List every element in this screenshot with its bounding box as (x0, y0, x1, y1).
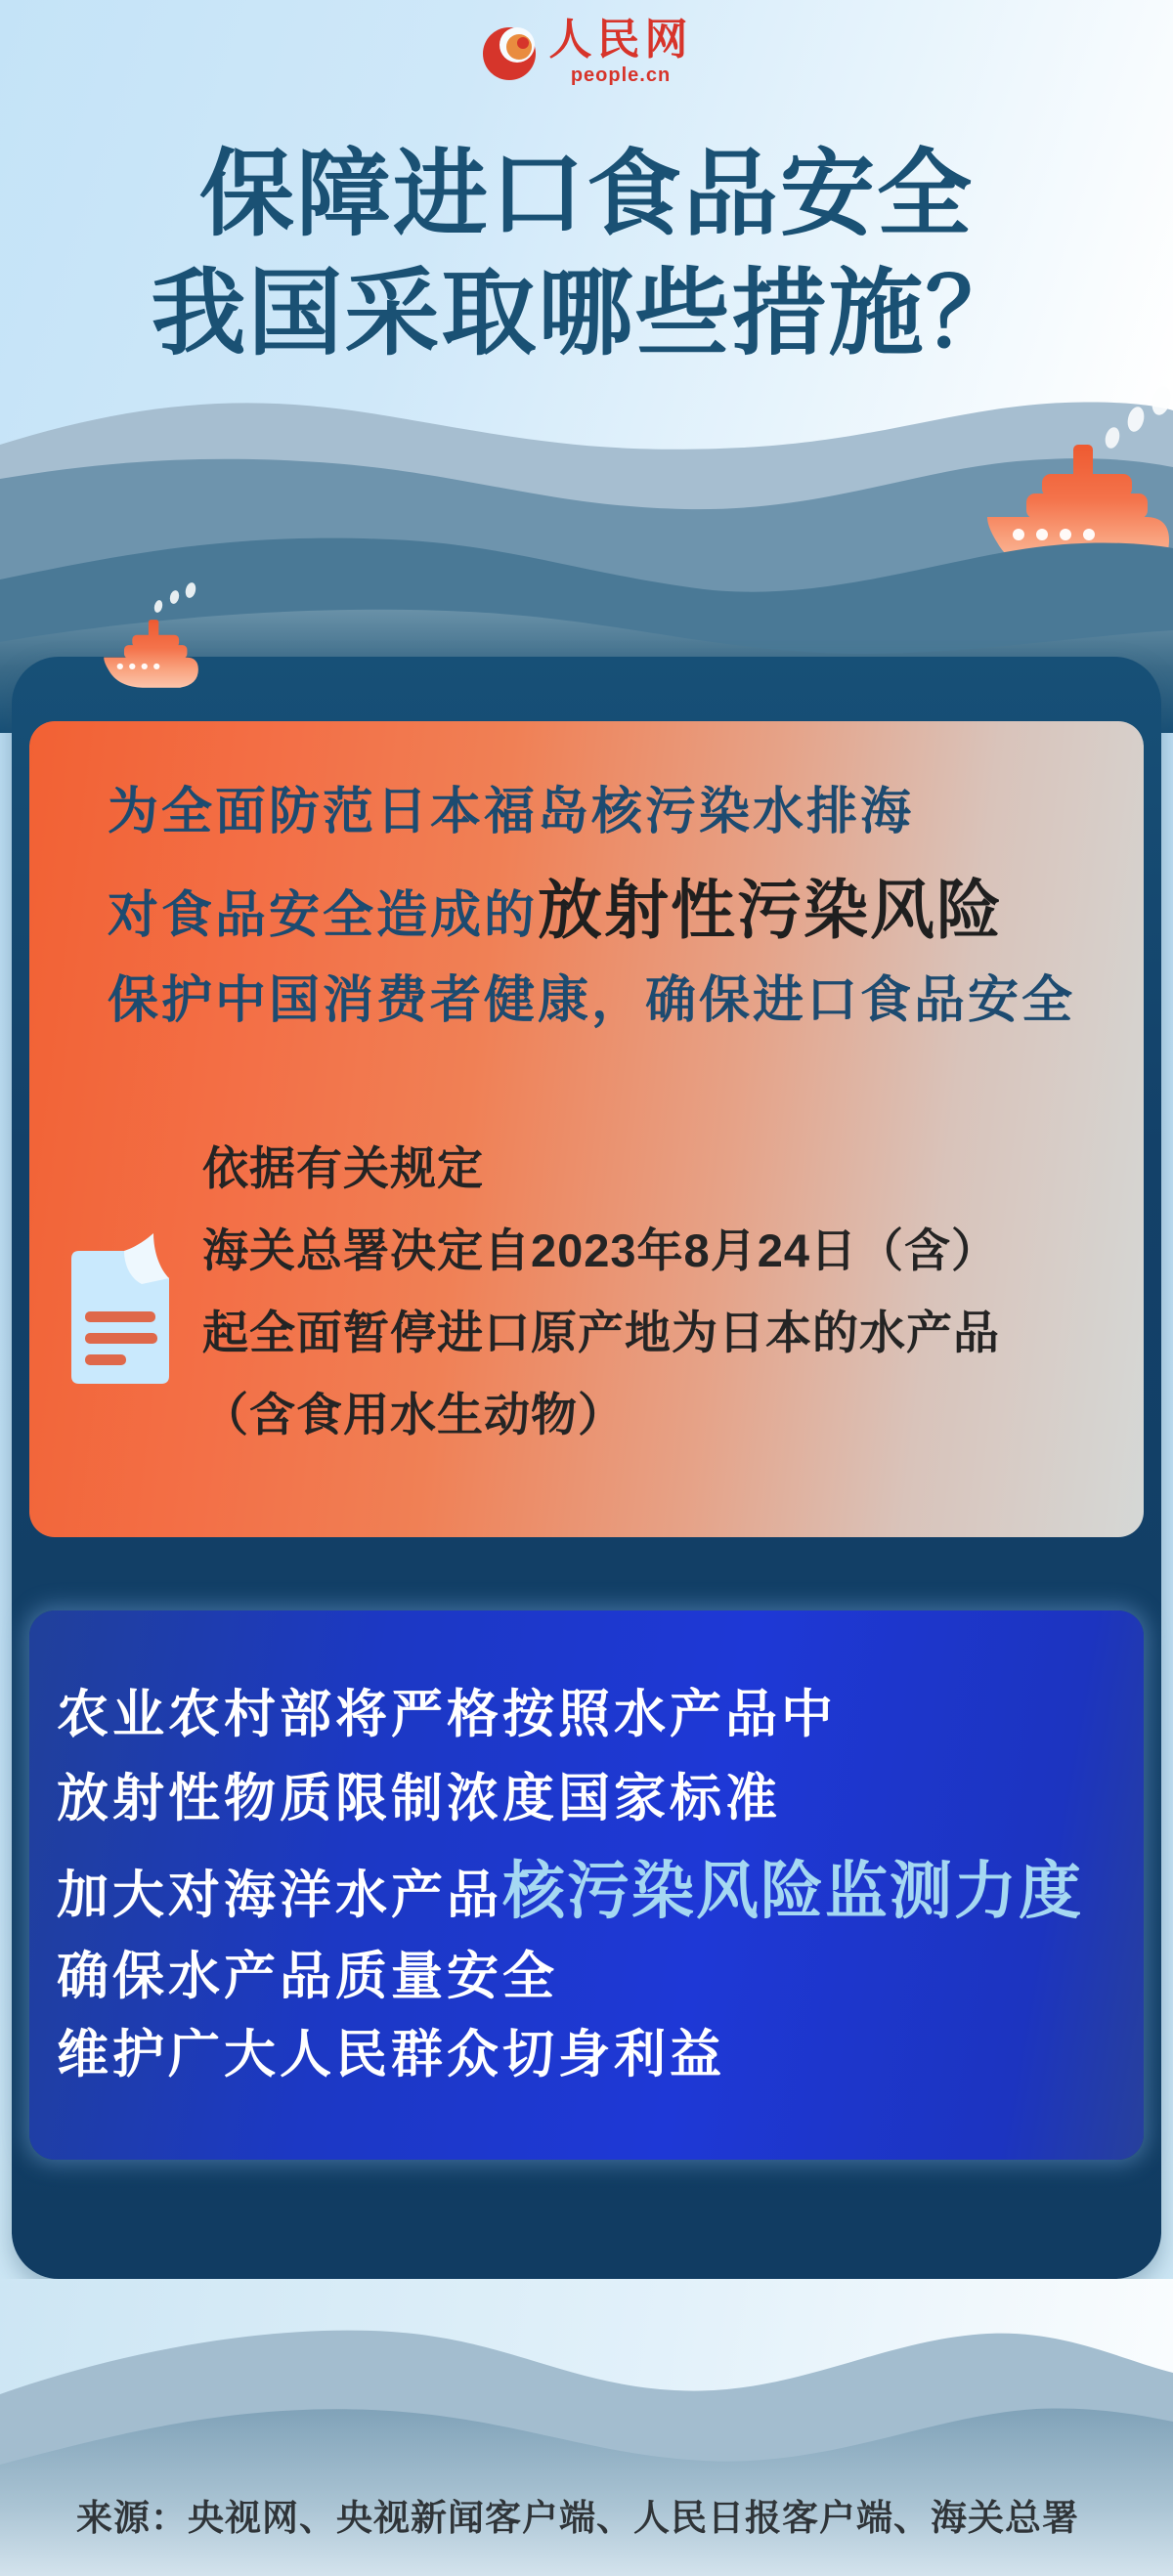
smoke-puff (153, 599, 164, 614)
card2-line4: 确保水产品质量安全 (57, 1948, 558, 2005)
document-icon (65, 1233, 175, 1390)
agriculture-card (29, 1610, 1144, 2160)
card2-line2: 放射性物质限制浓度国家标准 (57, 1770, 781, 1827)
card2-line3 (57, 1841, 1083, 1931)
ship-icon (100, 620, 201, 691)
footer-section (0, 2279, 1173, 2576)
card2-line3-emphasis: 核污染风险监测力度 (502, 1856, 1083, 1926)
card1-line3: 保护中国消费者健康，确保进口食品安全 (108, 972, 1076, 1029)
logo-text-cn: 人民网 (548, 16, 693, 64)
notice-line4: （含食用水生动物） (202, 1389, 625, 1440)
source-credit: 来源：央视网、央视新闻客户端、人民日报客户端、海关总署 (76, 2498, 1079, 2538)
logo-text-en: people.cn (570, 64, 672, 87)
title-line-1: 保障进口食品安全 (199, 141, 974, 247)
title-line-2: 我国采取哪些措施？ (151, 260, 1022, 367)
card2-line5: 维护广大人民群众切身利益 (57, 2026, 725, 2083)
smoke-puff (184, 581, 197, 599)
customs-card (29, 721, 1144, 1537)
card1-line1: 为全面防范日本福岛核污染水排海 (108, 784, 915, 840)
page-title (0, 135, 1173, 373)
customs-notice (202, 1128, 1000, 1456)
card1-line2-normal: 对食品安全造成的 (108, 887, 539, 944)
card2-line1: 农业农村部将严格按照水产品中 (57, 1686, 837, 1743)
people-daily-logo-icon (481, 24, 538, 81)
brand (0, 18, 1173, 87)
notice-line2: 海关总署决定自2023年8月24日（含） (202, 1224, 998, 1276)
cargo-ship-small (94, 582, 221, 692)
card1-line2 (108, 858, 1003, 951)
card1-line2-emphasis: 放射性污染风险 (538, 874, 1004, 946)
smoke-puff (168, 589, 180, 605)
notice-line3: 起全面暂停进口原产地为日本的水产品 (202, 1307, 1000, 1358)
card2-line3-normal: 加大对海洋水产品 (57, 1867, 502, 1924)
notice-line1: 依据有关规定 (202, 1142, 484, 1194)
content-panel (12, 657, 1161, 2279)
